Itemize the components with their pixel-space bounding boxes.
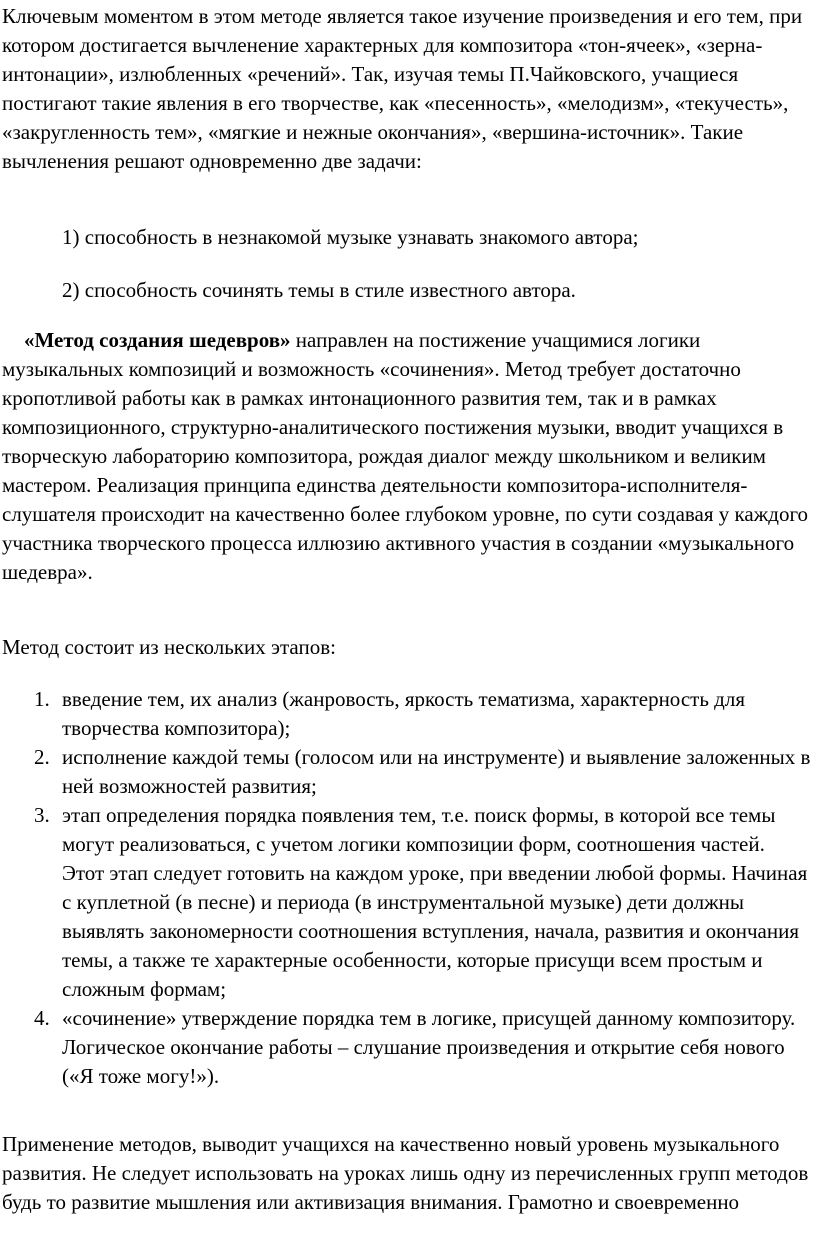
list-item-number: 4.	[34, 1006, 50, 1030]
list-item-text: «сочинение» утверждение порядка тем в логике, присущей данному композитору. Логическое окончание работы – слушание произведения и открытие себя нового («Я тоже могу!»).	[62, 1006, 796, 1088]
list-item-number: 1.	[34, 687, 50, 711]
list-item	[0, 1004, 816, 1091]
paragraph-conclusion: Применение методов, выводит учащихся на качественно новый уровень музыкального развития. Не следует использовать на уроках лишь одну из перечисленных групп методов будь то развитие мышления или активизация внимания. Грамотно и своевременно	[2, 1132, 809, 1214]
list-item-text: введение тем, их анализ (жанровость, яркость тематизма, характерность для творчества композитора);	[62, 687, 745, 740]
list-item-number: 2.	[34, 745, 50, 769]
method-description: направлен на постижение учащимися логики музыкальных композиций и возможность «сочинения». Метод требует достаточно кропотливой работы как в рамках интонационного развития тем, так и в рамках композиционного, структурно-аналитического постижения музыки, вводит учащихся в творческую лабораторию композитора, рождая диалог между школьником и великим мастером. Реализация принципа единства деятельности композитора-исполнителя-слушателя происходит на качественно более глубоком уровне, по сути создавая у каждого участника творческого процесса иллюзию активного участия в создании «музыкального шедевра».	[2, 328, 809, 584]
list-item-number: 3.	[34, 803, 50, 827]
stages-list	[0, 685, 816, 1091]
list-item	[0, 801, 816, 1004]
paragraph-intro: Ключевым моментом в этом методе является такое изучение произведения и его тем, при котором достигается вычленение характерных для композитора «тон-ячеек», «зерна-интонации», излюбленных «речений». Так, изучая темы П.Чайковского, учащиеся постигают такие явления в его творчестве, как «песенность», «мелодизм», «текучесть», «закругленность тем», «мягкие и нежные окончания», «вершина-источник». Такие вычленения решают одновременно две задачи:	[2, 4, 803, 173]
task-item-1: 1) способность в незнакомой музыке узнавать знакомого автора;	[62, 225, 639, 249]
list-item	[0, 685, 816, 743]
task-item-2: 2) способность сочинять темы в стиле известного автора.	[62, 278, 576, 302]
paragraph-stages-intro: Метод состоит из нескольких этапов:	[2, 635, 336, 659]
paragraph-method	[0, 326, 816, 587]
method-title: «Метод создания шедевров»	[24, 328, 291, 352]
list-item	[0, 743, 816, 801]
list-item-text: этап определения порядка появления тем, т.е. поиск формы, в которой все темы могут реализоваться, с учетом логики композиции форм, соотношения частей. Этот этап следует готовить на каждом уроке, при введении любой формы. Начиная с куплетной (в песне) и периода (в инструментальной музыке) дети должны выявлять закономерности соотношения вступления, начала, развития и окончания темы, а также те характерные особенности, которые присущи всем простым и сложным формам;	[62, 803, 808, 1001]
list-item-text: исполнение каждой темы (голосом или на инструменте) и выявление заложенных в ней возможностей развития;	[62, 745, 811, 798]
